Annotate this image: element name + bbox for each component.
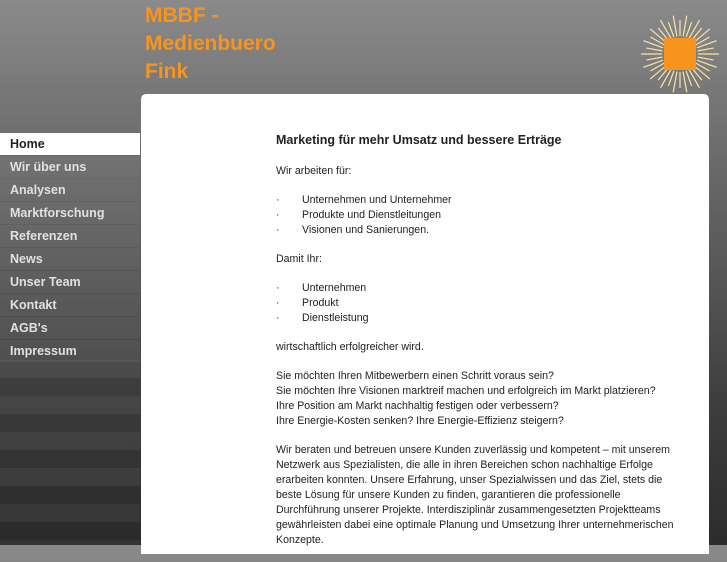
- target-list: [276, 193, 676, 238]
- main-content: [276, 132, 676, 562]
- nav-item-analysen[interactable]: Analysen: [0, 179, 140, 201]
- sun-ray: [643, 60, 663, 67]
- sun-ray: [661, 20, 672, 38]
- page-heading: Marketing für mehr Umsatz und bessere Erträge: [276, 133, 562, 147]
- list-item: · Unternehmen: [276, 281, 676, 296]
- question-line: Ihre Position am Markt nachhaltig festigen oder verbessern?: [276, 400, 559, 412]
- outro-text: wirtschaftlich erfolgreicher wird.: [276, 341, 424, 353]
- list-item: · Unternehmen und Unternehmer: [276, 193, 676, 208]
- sun-ray: [683, 72, 687, 93]
- list-item: · Produkte und Dienstleitungen: [276, 208, 676, 223]
- benefit-list: [276, 281, 676, 326]
- sun-ray: [673, 16, 677, 37]
- sun-ray: [650, 29, 666, 42]
- intro-text-2: Damit Ihr:: [276, 253, 322, 265]
- nav-item-wir-ueber-uns[interactable]: Wir über uns: [0, 156, 140, 178]
- sun-ray: [698, 57, 714, 60]
- list-item: · Produkt: [276, 296, 676, 311]
- sun-ray: [698, 48, 714, 51]
- nav-item-unser-team[interactable]: Unser Team: [0, 271, 140, 293]
- sun-ray: [661, 70, 672, 88]
- sun-ray: [697, 41, 717, 48]
- sun-ray: [683, 16, 687, 37]
- sun-ray: [647, 57, 663, 60]
- sun-ray: [689, 70, 700, 88]
- sun-ray: [643, 41, 663, 48]
- nav-item-marktforschung[interactable]: Marktforschung: [0, 202, 140, 224]
- question-line: Sie möchten Ihren Mitbewerbern einen Schritt voraus sein?: [276, 370, 554, 382]
- question-line: Sie möchten Ihre Visionen marktreif machen und erfolgreich im Markt platzieren?: [276, 385, 656, 397]
- nav-item-kontakt[interactable]: Kontakt: [0, 294, 140, 316]
- intro-text: Wir arbeiten für:: [276, 165, 352, 177]
- main-navigation: [0, 133, 140, 363]
- nav-item-referenzen[interactable]: Referenzen: [0, 225, 140, 247]
- sun-ray: [673, 72, 677, 93]
- content-panel: [141, 94, 709, 554]
- site-title-line: MBBF -: [145, 4, 219, 27]
- sun-ray: [694, 29, 710, 42]
- sun-ray: [647, 48, 663, 51]
- questions-block: [276, 369, 676, 429]
- list-item: · Visionen und Sanierungen.: [276, 223, 676, 238]
- sun-ray: [650, 66, 666, 79]
- nav-item-agbs[interactable]: AGB's: [0, 317, 140, 339]
- nav-item-home[interactable]: Home: [0, 133, 140, 155]
- site-title-line: Fink: [145, 60, 189, 83]
- sun-center: [664, 38, 696, 70]
- about-paragraph: Wir beraten und betreuen unsere Kunden zuverlässig und kompetent – mit unserem Netzwerk aus Spezialisten, die alle in ihren Bereichen schon nachhaltige Erfolge erarbeiten konnten. Unsere Erfahrung, unser Spezialwissen und das Ziel, stets die beste Lösung für unsere Kunden zu finden, garantieren die professionelle Durchführung unserer Projekte. Interdisziplinär zusammengesetzten Projektteams gewährleisten dabei eine optimale Planung und Umsetzung Ihrer unternehmerischen Konzepte.: [276, 444, 674, 546]
- question-line: Ihre Energie-Kosten senken? Ihre Energie-Effizienz steigern?: [276, 415, 564, 427]
- decorative-stripes: [0, 360, 140, 545]
- list-item: · Dienstleistung: [276, 311, 676, 326]
- sun-logo-icon: [640, 14, 720, 94]
- site-title-line: Medienbuero: [145, 32, 276, 55]
- sun-ray: [694, 66, 710, 79]
- nav-item-news[interactable]: News: [0, 248, 140, 270]
- nav-item-impressum[interactable]: Impressum: [0, 340, 140, 362]
- site-title[interactable]: [145, 2, 276, 86]
- sun-ray: [689, 20, 700, 38]
- sun-ray: [697, 60, 717, 67]
